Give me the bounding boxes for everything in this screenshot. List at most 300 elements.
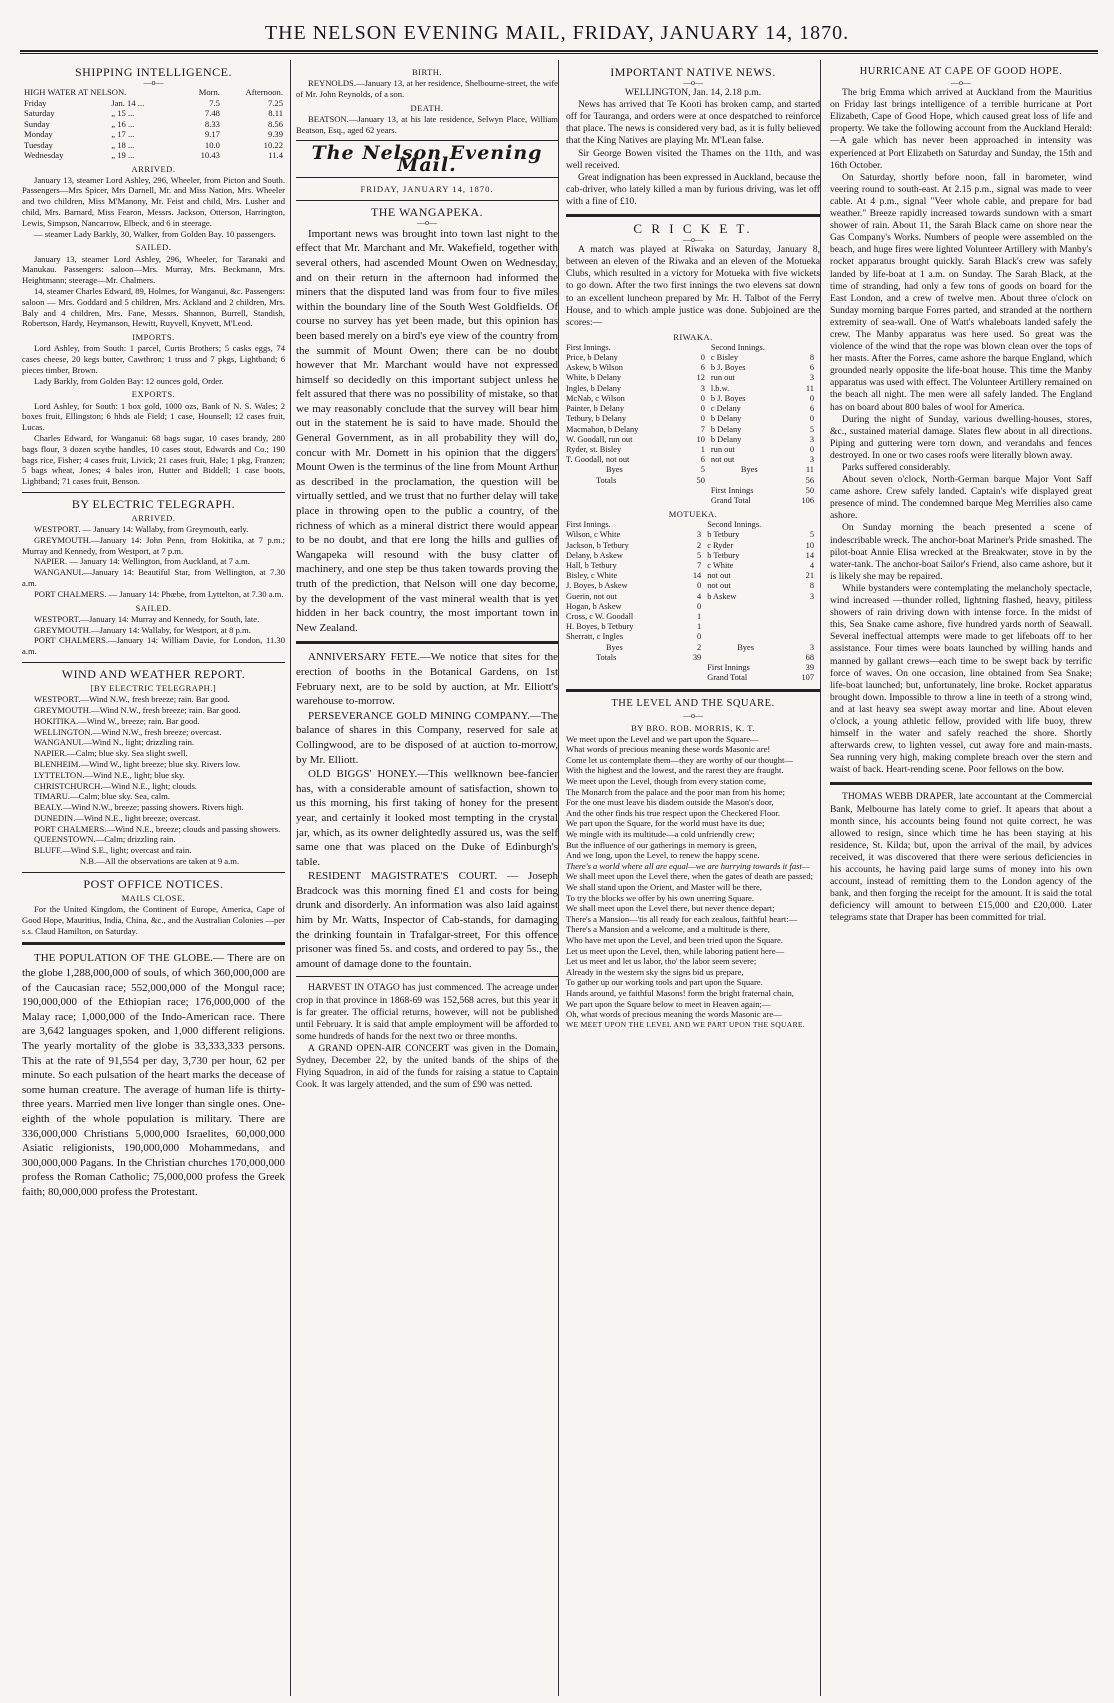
batsman: W. Goodall, run out bbox=[566, 434, 633, 444]
runs: 10 bbox=[805, 540, 814, 550]
tide-afternoon: 11.4 bbox=[268, 150, 283, 161]
score-row bbox=[566, 643, 820, 653]
byes: Byes bbox=[740, 465, 758, 475]
tide-day: Tuesday bbox=[24, 139, 53, 150]
tide-afternoon: 8.56 bbox=[267, 118, 283, 129]
tide-day: Sunday bbox=[24, 118, 50, 129]
weather-item: BLENHEIM.—Wind W., light breeze; blue sky. Rivers low. bbox=[34, 758, 241, 769]
tide-afternoon: 10.22 bbox=[263, 139, 283, 150]
riwaka-heading: RIWAKA. bbox=[673, 331, 713, 342]
hurricane-paragraph: About seven o'clock, North-German barque Major Vont Saff came ashore. Crew safely landed. Captain's wife displayed great presence of mind. The condemned barque Meg Merrilies also came ashore. bbox=[830, 474, 1092, 522]
runs: 0 bbox=[809, 393, 814, 403]
dismissal: b Askew bbox=[707, 591, 737, 601]
tel-sailed-item: WESTPORT.—January 14: Murray and Kennedy, for South, late. bbox=[34, 613, 260, 624]
runs: 7 bbox=[700, 424, 705, 434]
poem-line: WE MEET UPON THE LEVEL AND WE PART UPON THE SQUARE. bbox=[566, 1019, 806, 1029]
innings-header-row bbox=[566, 520, 820, 530]
runs: 107 bbox=[801, 673, 814, 683]
innings-header: First Innings. bbox=[566, 520, 611, 530]
tide-date: „ 16 ... bbox=[111, 118, 135, 129]
harvest-title: HARVEST IN OTAGO bbox=[308, 982, 400, 994]
sailed-heading: SAILED. bbox=[135, 242, 172, 253]
divider bbox=[22, 662, 285, 663]
batsman: Sherratt, c Ingles bbox=[566, 632, 623, 642]
runs: 2 bbox=[697, 642, 702, 652]
totals-row bbox=[566, 653, 820, 663]
tide-row bbox=[22, 129, 285, 140]
hurricane-paragraph: While bystanders were contemplating the melancholy spectacle, wind increased —thunder rolled, lightning flashed, heavy, pitiless showers of rain driving down with intense force. In the midst of this, Sea Snake came ashore, five hundred yards north of Seawall. Several ineffectual attempts were made to get lifeboats off to her assistance. Four times were boats launched by willing hands and manned by gallant crews—each time to be swept back by terrific force of waves. On one occasion, line obtained from Sea Snake; life-boat launched; but, unfortunately, line broke. Rocket apparatus brought down. Impossible to throw a line in teeth of a strong wind, and at last heavy sea swept away mortar and line. About eleven o'clock, a young athletic fellow, provided with life buoy, threw himself in the water and safely reached the shore. Shortly afterwards crew, to lighten vessel, cut away fore and main-masts. Sea running very high, making complete breach over the stern and waist of back. Heart-rending scene. Poor fellows on the bow. bbox=[830, 582, 1092, 776]
masthead-rule bbox=[20, 50, 1098, 54]
poem-line: Who have met upon the Level, and been tried upon the Square. bbox=[566, 934, 783, 945]
runs: 6 bbox=[809, 363, 814, 373]
poem-line: To try the blocks we offer by his own unerring Square. bbox=[566, 892, 755, 903]
poem-line: And we long, upon the Level, to renew the happy scene. bbox=[566, 850, 760, 861]
batsman: H. Boyes, b Tetbury bbox=[566, 622, 634, 632]
motueka-scorecard bbox=[566, 520, 820, 683]
native-dateline: WELLINGTON, Jan. 14, 2.18 p.m. bbox=[624, 87, 762, 99]
poem-line: Oh, what words of precious meaning the words Masonic are— bbox=[566, 1009, 782, 1020]
native-paragraph: Great indignation has been expressed in Auckland, because the cab-driver, who lately killed a man by furious driving, was let off with a fine of £10. bbox=[566, 171, 820, 207]
batsman: Guerin, not out bbox=[566, 591, 617, 601]
post-subheading: MAILS CLOSE. bbox=[121, 892, 186, 903]
tide-morn: 8.33 bbox=[204, 118, 220, 129]
poem-line: There's a Mansion—'tis all ready for each zealous, faithful heart:— bbox=[566, 913, 798, 924]
divider bbox=[296, 200, 558, 201]
poem-line: And the other finds his true respect upon the Checkered Floor. bbox=[566, 807, 781, 818]
tide-header: HIGH WATER AT NELSON. bbox=[24, 87, 127, 98]
batsman: Jackson, b Tetbury bbox=[566, 540, 629, 550]
innings-header: Second Innings. bbox=[710, 342, 765, 352]
separator: —o— bbox=[683, 710, 703, 720]
post-heading: POST OFFICE NOTICES. bbox=[83, 876, 224, 891]
hurricane-paragraph: On Sunday morning the beach presented a scene of indescribable wreck. The anchor-boat Mariner's Pride smashed. The pilot-boat Annie Elisa wrecked at the Breakwater, stove in by the water-tank. The anchor-boat Sailor's Friend, also came ashore, but it is likely she may be repaired. bbox=[830, 522, 1092, 582]
tide-date: Jan. 14 ... bbox=[111, 97, 145, 108]
court-title: RESIDENT MAGISTRATE'S COURT. — bbox=[308, 870, 519, 883]
weather-item: TIMARU.—Calm; blue sky. Sea, calm. bbox=[34, 791, 170, 802]
runs: 0 bbox=[700, 404, 705, 414]
tide-morn: 10.43 bbox=[200, 150, 220, 161]
poem-line: We shall meet upon the Level there, when the gates of death are passed; bbox=[566, 871, 813, 882]
score-row bbox=[566, 622, 820, 632]
telegraph-heading: BY ELECTRIC TELEGRAPH. bbox=[71, 496, 236, 511]
tide-day: Saturday bbox=[24, 108, 55, 119]
paper-date: FRIDAY, JANUARY 14, 1870. bbox=[360, 183, 494, 194]
separator: —o— bbox=[143, 78, 164, 88]
level-author: BY BRO. ROB. MORRIS, K. T. bbox=[631, 722, 755, 733]
runs: 12 bbox=[696, 373, 705, 383]
dismissal: not out bbox=[707, 581, 731, 591]
score-row bbox=[566, 445, 820, 455]
batsman: Wilson, c White bbox=[566, 530, 621, 540]
tide-date: „ 17 ... bbox=[111, 129, 135, 140]
poem-line: The Monarch from the palace and the poor man from his home; bbox=[566, 786, 785, 797]
separator: —o— bbox=[683, 78, 703, 88]
weather-note: N.B.—All the observations are taken at 9 a.m. bbox=[79, 856, 240, 867]
dismissal: run out bbox=[710, 373, 735, 383]
post-text: For the United Kingdom, the Continent of Europe, America, Cape of Good Hope, Mauritius, India, China, &c., and the Australian Colonies —per s.s. Claud Hamilton, on Saturday. bbox=[22, 904, 285, 936]
tide-row bbox=[22, 98, 285, 109]
divider bbox=[296, 976, 558, 977]
poem-line: There's a world where all are equal—we are hurrying towards it fast— bbox=[566, 860, 810, 871]
batsman: T. Goodall, not out bbox=[566, 455, 630, 465]
weather-item: CHRISTCHURCH.—Wind N.E., light; clouds. bbox=[34, 780, 197, 791]
runs: 3 bbox=[809, 434, 814, 444]
tide-date: „ 18 ... bbox=[111, 139, 135, 150]
dismissal: not out bbox=[710, 455, 735, 465]
tide-row bbox=[22, 108, 285, 119]
first-innings-label: First Innings bbox=[707, 663, 750, 673]
perseverance-article bbox=[296, 709, 558, 767]
arrived-heading: ARRIVED. bbox=[131, 163, 176, 174]
dismissal: c Delany bbox=[710, 404, 741, 414]
runs: 0 bbox=[700, 353, 705, 363]
runs: 3 bbox=[809, 642, 814, 652]
tide-date: „ 15 ... bbox=[111, 108, 135, 119]
divider bbox=[22, 492, 285, 493]
runs: 3 bbox=[809, 455, 814, 465]
poem-line: What words of precious meaning these words Masonic are! bbox=[566, 744, 771, 755]
dismissal: c Ryder bbox=[707, 540, 734, 550]
draper-article bbox=[830, 791, 1092, 924]
tel-arrived-item: WESTPORT. — January 14: Wallaby, from Greymouth, early. bbox=[34, 524, 249, 535]
poem-line: Already in the western sky the signs bid us prepare, bbox=[566, 966, 744, 977]
weather-item: BEALY.—Wind N.W., breeze; passing showers. Rivers high. bbox=[34, 802, 244, 813]
grand-total-row bbox=[566, 673, 820, 683]
exports-text: Lord Ashley, for South: 1 box gold, 1000 ozs, Bank of N. S. Wales; 2 boxes fruit, Ellingston; 6 hhds ale Field; 1 case, Hounsell; 12 cases fruit, Lucas. bbox=[22, 400, 285, 433]
tide-table bbox=[22, 87, 285, 161]
birth-text: REYNOLDS.—January 13, at her residence, Shelbourne-street, the wife of Mr. John Reynolds, of a son. bbox=[296, 78, 558, 99]
dismissal: not out bbox=[707, 571, 731, 581]
tide-day: Monday bbox=[24, 129, 53, 140]
first-innings-row bbox=[566, 663, 820, 673]
runs: 6 bbox=[700, 455, 705, 465]
batsman: Macmahon, b Delany bbox=[566, 424, 639, 434]
innings-header: Second Innings. bbox=[707, 520, 762, 530]
score-row bbox=[566, 353, 820, 363]
runs: 4 bbox=[697, 591, 702, 601]
runs: 5 bbox=[700, 465, 705, 475]
score-row bbox=[566, 632, 820, 642]
poem-line: Let us meet and let us labor, tho' the labor seem severe; bbox=[566, 956, 757, 967]
score-row bbox=[566, 561, 820, 571]
divider bbox=[566, 214, 820, 217]
imports-text: Lady Barkly, from Golden Bay: 12 ounces gold, Order. bbox=[34, 375, 224, 386]
dismissal: b J. Boyes bbox=[710, 393, 746, 403]
poem-line: Come let us contemplate them—they are worthy of our thought— bbox=[566, 754, 793, 765]
sailed-text: January 13, steamer Lord Ashley, 296, Wheeler, for Taranaki and Manukau. Passengers: saloon—Mrs. Murray, Mrs. Beckmann, Mrs. Heightmann; steerage—Mr. Chalmers. bbox=[22, 253, 285, 286]
score-row bbox=[566, 541, 820, 551]
dismissal: b Delany bbox=[710, 434, 742, 444]
runs: 11 bbox=[805, 465, 814, 475]
weather-item: LYTTELTON.—Wind N.E., light; blue sky. bbox=[34, 769, 185, 780]
dismissal: b J. Boyes bbox=[710, 363, 746, 373]
poem-line: To gather up our working tools and part upon the Square. bbox=[566, 977, 763, 988]
imports-text: Lord Ashley, from South: 1 parcel, Curtis Brothers; 5 casks eggs, 74 cases cheese, 20 kegs butter, Cawthron; 1 truss and 7 pkgs, Lightband; 6 pieces timber, Brown. bbox=[22, 343, 285, 375]
poem-line: We mingle with its multitude—a cold unfriendly crew; bbox=[566, 829, 755, 839]
column-2 bbox=[296, 64, 558, 1694]
batsman: Askew, b Wilson bbox=[566, 363, 623, 373]
divider bbox=[566, 689, 820, 692]
dismissal: c White bbox=[707, 561, 734, 571]
score-row bbox=[566, 384, 820, 394]
tide-header: Morn. bbox=[198, 87, 220, 98]
arrived-text: January 13, steamer Lord Ashley, 296, Wheeler, from Picton and South. Passengers—Mrs Spicer, Mrs Darnell, Mr. and Miss Nation, Mrs. Wheeler and two children, Miss M'Manony, Mr. Feist and child, Mrs. Lusher and child, Mrs. Barnard, Miss Fearon, Messrs. Jackson, Otterson, Harrington, Lewis, Simpson, Nancarrow, Elbeck, and 6 in steerage. bbox=[22, 174, 285, 228]
byes: Byes bbox=[606, 642, 623, 652]
column-1 bbox=[22, 64, 285, 1694]
concert-text: was given in the Domain, Sydney, December 22, by the united bands of the ships of the Flying Squadron, in aid of the funds for raising a statue to Captain Cook. It was largely attended, and the sum of £90 was netted. bbox=[296, 1042, 558, 1091]
runs: 1 bbox=[700, 444, 705, 454]
imports-heading: IMPORTS. bbox=[132, 332, 175, 343]
grand-total-label: Grand Total bbox=[707, 673, 748, 683]
poem-line: But the influence of our gatherings in memory is green, bbox=[566, 839, 757, 850]
wangapeka-text: Important news was brought into town last night to the effect that Mr. Marchant and Mr. Wakefield, together with several others, had ascended Mount Owen on Wednesday, and on their return in the afternoon had informed the miners that the disputed land was from four to five miles within the boundary line of the South West Goldfields. Of course no survey has yet been made, but this opinion has been based merely on a bird's eye view of the country from the summit of Mount Owen; there can be no doubt however that Mr. Marchant would have not expressed himself so decidedly on this important subject unless he felt assured that there was no possibility of mistake, so that we may reasonably conclude that the survey will bear him out in the statement he is said to have made. Should the General Government, as in all probability they will do, concur with Mr. Domett in his opinion that the diggers' Mount Owen is the terminus of the line from Mount Arthur as described in the proclamation, the question will be virtually settled, and we trust that no further delay will take place in throwing open to the public a country, of the richness of which as a mineral district there would appear to be no doubt, and that ere long the hills and gullies of Wangapeka will resound with the busy clatter of machinery, and one step be thus taken towards proving the truth of the prediction, that Nelson will one day become, by the development of the vast mineral wealth that is yet hidden in her back country, the most important town in New Zealand. bbox=[296, 227, 558, 634]
poem-line: We meet upon the Level and we part upon the Square— bbox=[566, 733, 759, 744]
fete-article bbox=[296, 650, 558, 708]
runs: 68 bbox=[805, 652, 814, 662]
divider bbox=[296, 140, 558, 141]
wangapeka-heading: THE WANGAPEKA. bbox=[370, 204, 484, 219]
harvest-article bbox=[296, 982, 558, 1042]
runs: 4 bbox=[809, 561, 814, 571]
cricket-text: A match was played at Riwaka on Saturday, January 8, between an eleven of the Riwaka and an eleven of the Motueka Clubs, which resulted in a victory for Motueka with five wickets to go down. After the two first innings the two elevens sat down to an excellent luncheon prepared by Mr. H. Talbot of the Ferry House, and to which ample justice was done. Subjoined are the scores:— bbox=[566, 244, 820, 328]
runs: 1 bbox=[697, 622, 702, 632]
riwaka-scorecard bbox=[566, 343, 820, 506]
score-row bbox=[566, 404, 820, 414]
column-3 bbox=[558, 64, 820, 1694]
separator: —o— bbox=[951, 78, 971, 88]
poem-line: For the one must leave his diadem outside the Mason's door, bbox=[566, 797, 774, 808]
runs: 14 bbox=[692, 571, 702, 581]
tide-morn: 9.17 bbox=[204, 129, 220, 140]
weather-item: WELLINGTON.—Wind N.W., fresh breeze; overcast. bbox=[34, 726, 222, 737]
dismissal: l.b.w. bbox=[710, 383, 730, 393]
perseverance-title: PERSEVERANCE GOLD MINING COMPANY.— bbox=[308, 709, 541, 722]
tide-header-row bbox=[22, 87, 285, 98]
weather-heading: WIND AND WEATHER REPORT. bbox=[61, 666, 246, 681]
draper-text: late accountant at the Commercial Bank, Melbourne has lately come to grief. It apears that about a month since, his accounts being found not quite correct, he was allowed to resign, since which time he has been staying at his residence, St. Kilda; but, upon the arrival of the mail, by advices received, it was discovered that there were serious deficiencies in his accounts, he having paid large sums of money into his own account, instead of remitting them to the London agency of the bank, and then forging the receipt for the amount. It is said the total deficiency will amount to between £15,000 and £20,000. Later telegrams state that Draper has been committed for trial. bbox=[830, 791, 1092, 924]
fete-text: We notice that sites for the erection of booths in the Botanical Gardens, on 1st February next, are to be sold by auction, at Mr. Elliott's warehouse to-morrow. bbox=[296, 651, 558, 708]
batsman: Ingles, b Delany bbox=[566, 383, 622, 393]
poem-line: With the highest and the lowest, and the rarest they are fraught. bbox=[566, 765, 784, 776]
runs: 3 bbox=[697, 530, 702, 540]
innings-header: First Innings. bbox=[566, 342, 611, 352]
dismissal: c Bisley bbox=[710, 353, 739, 363]
first-innings-label: First Innings bbox=[710, 485, 754, 495]
tel-arrived-item: WANGANUI.—January 14: Beautiful Star, from Wellington, at 7.30 a.m. bbox=[22, 567, 285, 589]
score-row bbox=[566, 581, 820, 591]
score-row bbox=[566, 394, 820, 404]
runs: 3 bbox=[809, 373, 814, 383]
score-row bbox=[566, 530, 820, 540]
runs: 106 bbox=[801, 495, 814, 505]
grand-total-label: Grand Total bbox=[710, 495, 751, 505]
court-text: Joseph Bradcock was this morning fined £1 and costs for being drunk and disorderly. An information was also laid against him by Mr. Watts, Inspector of Cab-stands, for damaging the drinking fountain in Trafalgar-street, For this offence prisoner was fined 5s. and costs, and ordered to pay 5s., the amount of damage done to the fountain. bbox=[296, 870, 558, 970]
weather-subheading: [BY ELECTRIC TELEGRAPH.] bbox=[90, 683, 217, 694]
shipping-heading: SHIPPING INTELLIGENCE. bbox=[75, 65, 232, 79]
runs: 5 bbox=[697, 550, 702, 560]
first-innings-row bbox=[566, 486, 820, 496]
dismissal: b Tetbury bbox=[707, 530, 740, 540]
batsman: Bisley, c White bbox=[566, 571, 618, 581]
tide-morn: 10.0 bbox=[204, 139, 220, 150]
tel-arrived-heading: ARRIVED. bbox=[131, 512, 176, 523]
weather-item: PORT CHALMERS.—Wind N.E., breeze; clouds and passing showers. bbox=[34, 823, 281, 834]
weather-item: HOKITIKA.—Wind W., breeze; rain. Bar good. bbox=[34, 715, 200, 726]
population-title: THE POPULATION OF THE GLOBE.— bbox=[34, 952, 224, 965]
runs: 6 bbox=[700, 363, 705, 373]
runs: 14 bbox=[805, 550, 814, 560]
exports-heading: EXPORTS. bbox=[131, 389, 176, 400]
concert-article bbox=[296, 1043, 558, 1091]
tel-arrived-item: NAPIER. — January 14: Wellington, from Auckland, at 7 a.m. bbox=[34, 556, 250, 567]
perseverance-text: The balance of shares in this Company, reserved for sale at Collingwood, are to be disposed of at auction to-morrow, by Mr. Elliott. bbox=[296, 709, 558, 766]
byes: Byes bbox=[606, 465, 623, 475]
runs: 0 bbox=[697, 601, 702, 611]
poem-line: We part upon the Square, for the world must have its due; bbox=[566, 818, 765, 829]
harvest-text: has just commenced. The acreage under crop in that province in 1868-69 was 152,568 acres, but this year it is far greater. The official returns, however, will not be published until February. It is said that ample employment will be afforded to some hundreds of hands for the next two or three months. bbox=[296, 982, 558, 1042]
batsman: Delany, b Askew bbox=[566, 550, 623, 560]
score-row bbox=[566, 551, 820, 561]
batsman: Cross, c W. Goodall bbox=[566, 612, 634, 622]
runs: 3 bbox=[809, 591, 814, 601]
arrived-text: — steamer Lady Barkly, 30, Walker, from Golden Bay. 10 passengers. bbox=[34, 228, 276, 239]
sailed-text: 14, steamer Charles Edward, 89, Holmes, for Wanganui, &c. Passengers: saloon — Mrs. Goddard and 5 children, Mrs. Ackland and 2 children, Mrs. Baly and 4 children, Mrs. Fane, Messrs. Shannon, Burrell, Standish, Robertson, Hardy, Heymanson, Hewitt, Ruyvell, Knyvett, M'Leod. bbox=[22, 285, 285, 329]
poem-line: Let us meet upon the Level, then, while laboring patient here— bbox=[566, 945, 785, 956]
poem-line: There's a Mansion and a welcome, and a multitude is there, bbox=[566, 924, 770, 935]
totals-label: Totals bbox=[596, 475, 617, 485]
death-text: BEATSON.—January 13, at his late residence, Selwyn Place, William Beatson, Esq., aged 62 years. bbox=[296, 113, 558, 135]
paper-title: The Nelson Evening Mail. bbox=[311, 142, 543, 177]
dismissal: run out bbox=[710, 444, 735, 454]
runs: 39 bbox=[692, 652, 702, 662]
totals-row bbox=[566, 476, 820, 486]
tel-arrived-item: PORT CHALMERS. — January 14: Phœbe, from Lyttelton, at 7.30 a.m. bbox=[34, 588, 284, 599]
score-row bbox=[566, 455, 820, 465]
hurricane-paragraph: The brig Emma which arrived at Auckland from the Mauritius on Friday last brings intelligence of a terrible hurricane at Port Elizabeth, Cape of Good Hope, which caused great loss of life and property. We take the following account from the Auckland Herald:—A gale which has never been approached in intensity was experienced at Port Elizabeth on Saturday and Sunday, the 15th and 16th October. bbox=[830, 87, 1092, 171]
runs: 56 bbox=[805, 475, 814, 485]
batsman: Ryder, st. Bisley bbox=[566, 444, 622, 454]
runs: 7 bbox=[697, 561, 702, 571]
runs: 50 bbox=[805, 485, 814, 495]
population-text: There are on the globe 1,288,000,000 of souls, of which 360,000,000 are of the Caucasian race; 552,000,000 of the Mongul race; 190,000,000 of the Ethiopian race; 176,000,000 of the Malay race; 1,000,000 of the Indo-American race. There are 3,642 languages spoken, and 1,000 different religions. The yearly mortality of the globe is 33,333,333 persons. This at the rate of 91,554 per day, 3,730 per hour, 62 per minute. So each pulsation of the heart marks the decease of some human creature. The average of human life is thirty-three years. Married men live longer than single ones. One-eighth of the whole population is military. There are 336,000,000 Christians 5,000,000 Israelites, 60,000,000 Asiatic religionists, 190,000,000 Mohammedans, and 300,000,000 Pagans. In the Christian churches 170,000,000 profess the Roman Catholic; 75,000,000 profess the Greek faith; 80,000,000 profess the Protestant. bbox=[22, 952, 285, 1198]
masthead: THE NELSON EVENING MAIL, FRIDAY, JANUARY 14, 1870. bbox=[264, 22, 850, 44]
tide-afternoon: 8.11 bbox=[268, 108, 283, 119]
draper-title: THOMAS WEBB DRAPER, bbox=[842, 791, 957, 803]
column-4 bbox=[820, 64, 1092, 1694]
runs: 11 bbox=[805, 383, 814, 393]
divider bbox=[22, 942, 285, 945]
birth-heading: BIRTH. bbox=[411, 67, 443, 77]
divider bbox=[296, 177, 558, 178]
divider bbox=[830, 782, 1092, 785]
tel-sailed-item: PORT CHALMERS.—January 14: William Davie, for London, 11.30 a.m. bbox=[22, 635, 285, 657]
score-row bbox=[566, 465, 820, 475]
runs: 39 bbox=[805, 663, 814, 673]
honey-text: This wellknown bee-fancier has, with a considerable amount of satisfaction, shown to us this morning, his first taking of honey for the present year, and certainly it looked most tempting in the crystal jar, which, as its owner delightedly assured us, was the self same one that was placed on the Duke of Edinburgh's table. bbox=[296, 768, 558, 868]
runs: 5 bbox=[809, 424, 814, 434]
tel-sailed-item: GREYMOUTH.—January 14: Wallaby, for Westport, at 8 p.m. bbox=[34, 624, 251, 635]
score-row bbox=[566, 414, 820, 424]
concert-title: A GRAND OPEN-AIR CONCERT bbox=[308, 1042, 450, 1054]
native-news-heading: IMPORTANT NATIVE NEWS. bbox=[610, 65, 776, 79]
batsman: Painter, b Delany bbox=[566, 404, 625, 414]
dismissal: b Tetbury bbox=[707, 550, 740, 560]
poem-line: We shall meet upon the Level there, but never thence depart; bbox=[566, 903, 775, 914]
weather-item: WANGANUI.—Wind N., light; drizzling rain. bbox=[34, 737, 195, 748]
level-heading: THE LEVEL AND THE SQUARE. bbox=[611, 698, 775, 710]
dismissal: b Delany bbox=[710, 414, 742, 424]
runs: 8 bbox=[809, 581, 814, 591]
score-row bbox=[566, 363, 820, 373]
honey-article bbox=[296, 767, 558, 869]
innings-header-row bbox=[566, 343, 820, 353]
motueka-heading: MOTUEKA. bbox=[668, 509, 718, 520]
weather-item: DUNEDIN.—Wind N.E., light breeze; overcast. bbox=[34, 812, 201, 823]
divider bbox=[296, 641, 558, 644]
totals-label: Totals bbox=[596, 652, 617, 662]
weather-item: GREYMOUTH.—Wind N.W., fresh breeze; rain. Bar good. bbox=[34, 704, 241, 715]
hurricane-paragraph: On Saturday, shortly before noon, fall in barometer, wind veering round to south-east. At 2.15 p.m., signal was made to veer cable. At 4 p.m., signal "Veer whole cable, and prepare for bad weather." Breeze rapidly increased towards sundown with a smart shower of rain. About 11, the Sarah Black came on shore near the Gas Company's Works. Numbers of people were assembled on the beach, and huge fires were lighted Volunteer Artillery with Manby's rocket apparatus brought quickly. Sarah Black's crew was safely landed by life-boat at 1 a.m. on Sunday. The Sarah Black, at the time of stranding, had only a few tons of goods on board for the East London, and a crew of twelve men. About three o'clock on Sunday morning barque Forres parted, and stranded at the northern extremity of sea-wall. One of Watt's whaleboats landed safely the crew. The Manby apparatus was here used. So great was the violence of the wind that the rope was blown clean over the tops of her masts. After the Forres, came ashore the barque England, which grounded nearly opposite the life-boat house. This time the Manby apparatus was used with effect. The Volunteer Artillery remained on the beach all night. The men were all safely landed. The England has on board about 800 bales of wool for America. bbox=[830, 171, 1092, 413]
runs: 10 bbox=[696, 434, 705, 444]
weather-item: WESTPORT.—Wind N.W., fresh breeze; rain. Bar good. bbox=[34, 694, 230, 705]
score-row bbox=[566, 373, 820, 383]
runs: 0 bbox=[700, 393, 705, 403]
poem-line: We meet upon the Level, though from every station come, bbox=[566, 776, 767, 787]
tide-afternoon: 7.25 bbox=[267, 97, 283, 108]
batsman: McNab, c Wilson bbox=[566, 393, 625, 403]
runs: 0 bbox=[809, 414, 814, 424]
weather-item: QUEENSTOWN.—Calm; drizzling rain. bbox=[34, 834, 176, 845]
runs: 1 bbox=[697, 612, 702, 622]
honey-title: OLD BIGGS' HONEY.— bbox=[308, 768, 429, 781]
weather-item: NAPIER.—Calm; blue sky. Sea slight swell. bbox=[34, 748, 188, 759]
byes: Byes bbox=[737, 642, 754, 652]
score-row bbox=[566, 592, 820, 602]
runs: 21 bbox=[805, 571, 814, 581]
poem bbox=[566, 734, 820, 1031]
runs: 5 bbox=[809, 530, 814, 540]
cricket-heading: C R I C K E T. bbox=[633, 221, 753, 237]
score-row bbox=[566, 602, 820, 612]
batsman: Price, b Delany bbox=[566, 353, 618, 363]
tel-arrived-item: GREYMOUTH.—January 14: John Penn, from Hokitika, at 7 p.m.; Murray and Kennedy, from Westport, at 7 p.m. bbox=[22, 534, 285, 556]
runs: 0 bbox=[697, 632, 702, 642]
poem-line: We shall stand upon the Orient, and Master will be there, bbox=[566, 881, 762, 892]
hurricane-paragraph: During the night of Sunday, various dwelling-houses, stores, &c., sustained material damage. Slates flew about in all directions. Piping and guttering were torn down, and verandahs and fences destroyed. In one or two cases roofs were literally blown away. bbox=[830, 413, 1092, 461]
tide-day: Friday bbox=[24, 97, 47, 108]
poem-line: We part upon the Square below to meet in Heaven again;— bbox=[566, 998, 771, 1009]
batsman: J. Boyes, b Askew bbox=[566, 581, 628, 591]
score-row bbox=[566, 612, 820, 622]
runs: 6 bbox=[809, 404, 814, 414]
weather-item: BLUFF.—Wind S.E., light; overcast and rain. bbox=[34, 845, 192, 856]
poem-line: Hands around, ye faithful Masons! form the bright fraternal chain, bbox=[566, 987, 794, 998]
tide-day: Wednesday bbox=[24, 150, 64, 161]
native-paragraph: News has arrived that Te Kooti has broken camp, and started off for Tauranga, and orders were at once despatched to reinforce that place. The news is considered very bad, as it is fully believed that the King Natives are playing Mr. M'Lean false. bbox=[566, 99, 820, 147]
batsman: White, b Delany bbox=[566, 373, 622, 383]
tide-date: „ 19 ... bbox=[111, 150, 135, 161]
tide-morn: 7.48 bbox=[204, 108, 220, 119]
tide-row bbox=[22, 150, 285, 161]
hurricane-paragraph: Parks suffered considerably. bbox=[842, 462, 951, 473]
fete-title: ANNIVERSARY FETE.— bbox=[308, 651, 431, 664]
runs: 8 bbox=[809, 353, 814, 363]
hurricane-heading: HURRICANE AT CAPE OF GOOD HOPE. bbox=[859, 66, 1063, 77]
population-article bbox=[22, 951, 285, 1199]
column-divider bbox=[290, 60, 291, 1696]
tide-row bbox=[22, 119, 285, 130]
grand-total-row bbox=[566, 496, 820, 506]
